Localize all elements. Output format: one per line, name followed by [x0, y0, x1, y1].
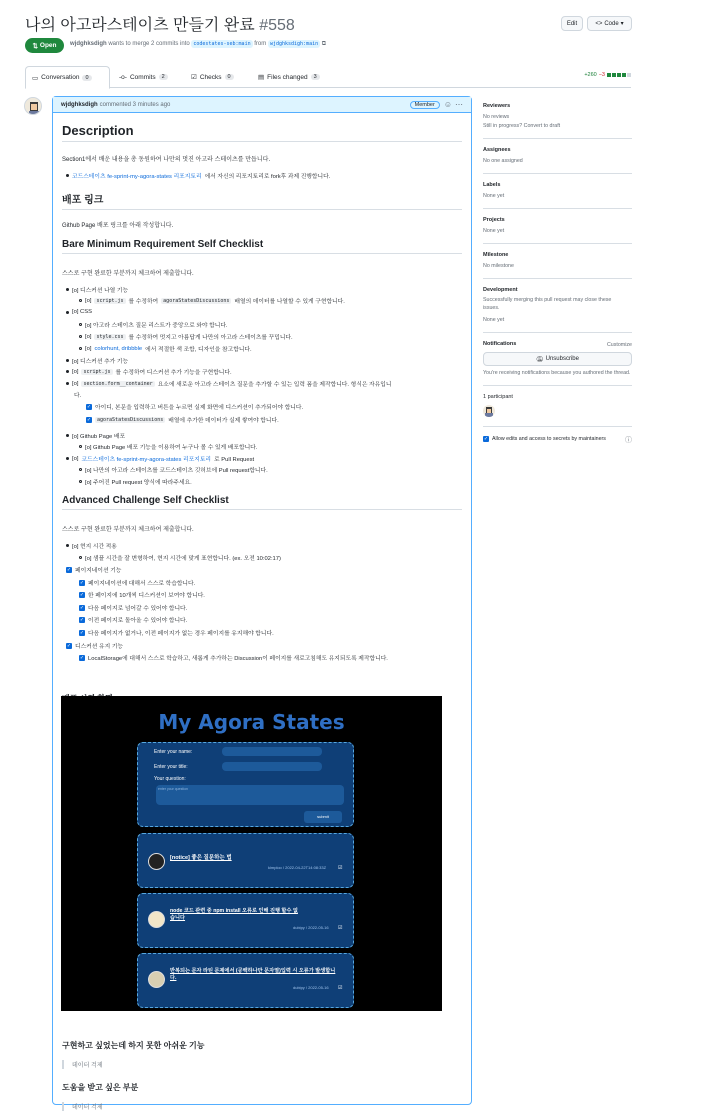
- sidebar-projects[interactable]: Projects: [483, 217, 505, 223]
- avatar[interactable]: [24, 97, 42, 115]
- sidebar-projects-value: None yet: [483, 228, 505, 234]
- tab-conversation[interactable]: ▭ Conversation 0: [25, 66, 110, 89]
- demo-post-title: [notice] 좋은 질문하는 법: [170, 855, 232, 861]
- list-item: [o] 샘플 시간을 잘 변형하여, 현지 시간에 맞게 표현합니다. (ex. 오전 10:02:17): [79, 553, 281, 562]
- demo-title: My Agora States: [158, 710, 345, 734]
- task-item: ✓ 페이지네이션 기능: [66, 566, 122, 574]
- demo-name-label: Enter your name:: [154, 749, 193, 755]
- demo-post-avatar: [148, 911, 165, 928]
- repo-link[interactable]: 코드스테이츠 fe-sprint-my-agora-states 리포지토리: [72, 174, 202, 180]
- list-item: [o] 코드스테이츠 fe-sprint-my-agora-states 리포지토리 로 Pull Request: [66, 454, 254, 463]
- heading-help: 도움을 받고 싶은 부분: [62, 1083, 139, 1092]
- list-item: [o] Github Page 배포: [66, 431, 125, 440]
- demo-title-input: [222, 762, 322, 771]
- sidebar-development-value: None yet: [483, 317, 505, 323]
- edit-button[interactable]: Edit: [561, 16, 583, 31]
- task-item: ✓ LocalStorage에 대해서 스스로 학습하고, 새롭게 추가하는 Discussion이 페이지를 새로고침해도 유지되도록 제작합니다.: [79, 654, 388, 662]
- checkbox[interactable]: ✓: [79, 591, 85, 598]
- demo-post-meta: dubipy / 2022-05-16: [293, 985, 329, 990]
- checkbox[interactable]: ✓: [79, 604, 85, 611]
- list-item: 코드스테이츠 fe-sprint-my-agora-states 리포지토리 에서 자신의 리포지토리로 fork후 과제 진행합니다.: [66, 171, 330, 180]
- unsubscribe-button[interactable]: 🔕︎ Unsubscribe: [483, 352, 632, 366]
- demo-title-label: Enter your title:: [154, 764, 188, 770]
- checkbox[interactable]: ✓: [79, 654, 85, 661]
- tab-checks[interactable]: ☑ Checks 0: [185, 66, 240, 88]
- checkbox[interactable]: ✓: [66, 642, 72, 649]
- author-link[interactable]: wjdghksdigh: [70, 41, 107, 47]
- copy-icon[interactable]: ⧉: [321, 41, 327, 47]
- code-button[interactable]: <> Code ▾: [587, 16, 632, 31]
- heading-description: Description: [62, 123, 462, 142]
- task-item: ✓ 이전 페이지로 돌아올 수 있어야 합니다.: [79, 616, 188, 624]
- sidebar-assignees[interactable]: Assignees: [483, 147, 511, 153]
- pr-title: 나의 아고라스테이츠 만들기 완료 #558: [25, 17, 295, 34]
- convert-to-draft-link[interactable]: Still in progress? Convert to draft: [483, 123, 561, 129]
- list-item: [o] CSS: [66, 309, 92, 315]
- demo-name-input: [222, 747, 322, 756]
- demo-post-avatar: [148, 853, 165, 870]
- list-item: [o] script.js 를 수정하여 agoraStatesDiscussions 배열의 데이터를 나열할 수 있게 구현합니다.: [79, 296, 345, 305]
- participant-avatar[interactable]: [483, 405, 495, 417]
- list-item: [o] colorhunt, dribbble 에서 적절한 색 조합, 디자인을 참고합니다.: [79, 344, 252, 353]
- sidebar-assignees-value: No one assigned: [483, 158, 523, 164]
- task-item: ✓ agoraStatesDiscussions 배열에 추가한 데이터가 실제 쌓여야 합니다.: [86, 416, 279, 424]
- sidebar-labels-value: None yet: [483, 193, 505, 199]
- task-item: ✓ 페이지네이션에 대해서 스스로 학습합니다.: [79, 579, 196, 587]
- sidebar-reviewers-value: No reviews: [483, 114, 510, 120]
- sidebar-reviewers[interactable]: Reviewers: [483, 103, 511, 109]
- allow-edits-checkbox[interactable]: ✓: [483, 436, 489, 442]
- head-branch[interactable]: wjdghksdigh:main: [269, 41, 319, 47]
- emoji-icon[interactable]: ☺: [443, 100, 452, 109]
- adv-intro: 스스로 구현 완료한 부분까지 체크하여 제출합니다.: [62, 527, 194, 533]
- commit-icon: -o-: [119, 73, 127, 81]
- demo-question-input: enter your question: [156, 785, 344, 805]
- blockquote: 데이터 걱제: [62, 1102, 103, 1111]
- bell-slash-icon: 🔕︎: [536, 356, 544, 363]
- pr-meta: wjdghksdigh wants to merge 2 commits into codestates-seb:main from wjdghksdigh:main ⧉: [70, 41, 327, 47]
- check-icon: ☑: [338, 925, 343, 931]
- sidebar-milestone[interactable]: Milestone: [483, 252, 509, 258]
- comment-author[interactable]: wjdghksdigh: [61, 101, 98, 108]
- tab-commits[interactable]: -o- Commits 2: [113, 66, 174, 88]
- demo-screenshot: [61, 696, 442, 1011]
- desc-text: Section1에서 배운 내용을 총 동원하여 나만의 멋진 아고라 스테이츠를 만듭니다.: [62, 157, 271, 163]
- code-icon: <>: [595, 20, 603, 27]
- list-item: [o] Github Page 배포 기능을 이용하여 누구나 볼 수 있게 배포합니다.: [79, 442, 257, 451]
- sidebar-participants: 1 participant: [483, 394, 513, 400]
- sidebar-development[interactable]: Development: [483, 287, 518, 293]
- demo-post: [137, 833, 354, 888]
- pr-number: #558: [259, 17, 295, 34]
- chevron-down-icon: ▾: [620, 21, 624, 27]
- list-item: [o] section.form__container 요소에 새로운 아고라 스테이츠 질문을 추가할 수 있는 입력 폼을 제작합니다. 형식은 자유입니: [66, 379, 391, 388]
- list-item: [o] 현지 시간 적용: [66, 541, 117, 550]
- checkbox[interactable]: ✓: [86, 403, 92, 410]
- comment-header: [53, 97, 471, 113]
- customize-link[interactable]: Customize: [606, 342, 632, 348]
- status-badge: ⇅ Open: [25, 38, 64, 53]
- list-item: [o] 나만의 아고라 스테이츠를 코드스테이츠 깃허브에 Pull request합니다.: [79, 465, 268, 474]
- checkbox[interactable]: ✓: [86, 416, 92, 423]
- demo-post-title: 반복되는 문자 라틴 문제에서 (공백하나만 문자열)입력 시 오류가 발생합니다.: [170, 968, 336, 981]
- blockquote: 데이터 걱제: [62, 1060, 103, 1069]
- sidebar-notifications: Notifications: [483, 341, 517, 347]
- more-icon[interactable]: ⋯: [455, 100, 463, 109]
- list-item: [o] 주어진 Pull request 양식에 따라주세요.: [79, 477, 192, 486]
- checkbox[interactable]: ✓: [79, 629, 85, 636]
- heading-advanced: Advanced Challenge Self Checklist: [62, 495, 462, 510]
- demo-form: [137, 742, 354, 827]
- list-item: [o] script.js 를 수정하여 디스커션 추가 기능을 구현합니다.: [66, 367, 232, 376]
- task-item: ✓ 아이디, 본문을 입력하고 버튼을 누르면 실제 화면에 디스커션이 추가되어야 합니다.: [86, 403, 304, 411]
- demo-question-label: Your question:: [154, 776, 186, 782]
- demo-post-avatar: [148, 971, 165, 988]
- notification-reason: You're receiving notifications because you authored the thread.: [483, 370, 631, 376]
- checkbox[interactable]: ✓: [79, 579, 85, 586]
- heading-missing: 구현하고 싶었는데 하지 못한 아쉬운 기능: [62, 1041, 205, 1050]
- demo-post: [137, 953, 354, 1008]
- list-item: [o] 아고라 스테이츠 질문 리스트가 중앙으로 와야 합니다.: [79, 320, 228, 329]
- info-icon[interactable]: ⓘ: [625, 437, 632, 444]
- checklist-icon: ☑: [191, 74, 197, 81]
- checkbox[interactable]: ✓: [66, 566, 72, 573]
- sidebar-development-text: Successfully merging this pull request may close these issues.: [483, 297, 612, 311]
- comment-time[interactable]: commented 3 minutes ago: [99, 101, 171, 108]
- check-icon: ☑: [338, 985, 343, 991]
- task-item: ✓ 다음 페이지가 없거나, 이전 페이지가 없는 경우 페이지를 유지해야 합니다.: [79, 629, 274, 637]
- task-item: ✓ 디스커션 유지 기능: [66, 642, 124, 650]
- comment-icon: ▭: [32, 74, 39, 82]
- heading-deploy: 배포 링크: [62, 191, 462, 210]
- allow-edits-label: Allow edits and access to secrets by maintainers: [492, 436, 606, 442]
- pull-request-icon: ⇅: [32, 42, 38, 50]
- task-item: ✓ 한 페이지에 10개씩 디스커션이 보여야 합니다.: [79, 591, 205, 599]
- bare-intro: 스스로 구현 완료한 부분까지 체크하여 제출합니다.: [62, 271, 194, 277]
- heading-bare: Bare Minimum Requirement Self Checklist: [62, 239, 462, 254]
- list-item: [o] 디스커션 나열 기능: [66, 285, 128, 294]
- repo-link-2[interactable]: 코드스테이츠 fe-sprint-my-agora-states 리포지토리: [81, 457, 212, 463]
- file-diff-icon: ▤: [258, 74, 265, 81]
- diffstat: +260 −3: [584, 72, 631, 78]
- list-item: [o] style.css 를 수정하여 멋지고 아름답게 나만의 아고라 스테이츠를 꾸밉니다.: [79, 332, 293, 341]
- list-item: [o] 디스커션 추가 기능: [66, 356, 128, 365]
- demo-post: [137, 893, 354, 948]
- deploy-text: Github Page 배포 링크를 아래 작성합니다.: [62, 223, 174, 229]
- sidebar-milestone-value: No milestone: [483, 263, 514, 269]
- base-branch[interactable]: codestates-seb:main: [193, 41, 251, 47]
- task-item: ✓ 다음 페이지로 넘어갈 수 있어야 합니다.: [79, 604, 188, 612]
- colorhunt-link[interactable]: colorhunt, dribbble: [94, 345, 143, 352]
- tab-files-changed[interactable]: ▤ Files changed 3: [252, 66, 326, 88]
- pr-tabs: [25, 66, 631, 88]
- list-item-cont: 다.: [74, 393, 82, 399]
- demo-post-meta: kimploo / 2022-04-22T14:08:33Z: [268, 865, 327, 870]
- demo-post-title: node 코드 관련 중 npm install 오류로 인해 진행 할수 없습니다: [170, 908, 298, 921]
- demo-submit: submit: [304, 811, 342, 823]
- member-badge: Member: [410, 101, 440, 109]
- sidebar: [483, 103, 632, 445]
- demo-post-meta: dubipy / 2022-05-16: [293, 925, 329, 930]
- sidebar-labels[interactable]: Labels: [483, 182, 501, 188]
- diffstat-bar: [607, 73, 631, 77]
- checkbox[interactable]: ✓: [79, 616, 85, 623]
- check-icon: ☑: [338, 865, 343, 871]
